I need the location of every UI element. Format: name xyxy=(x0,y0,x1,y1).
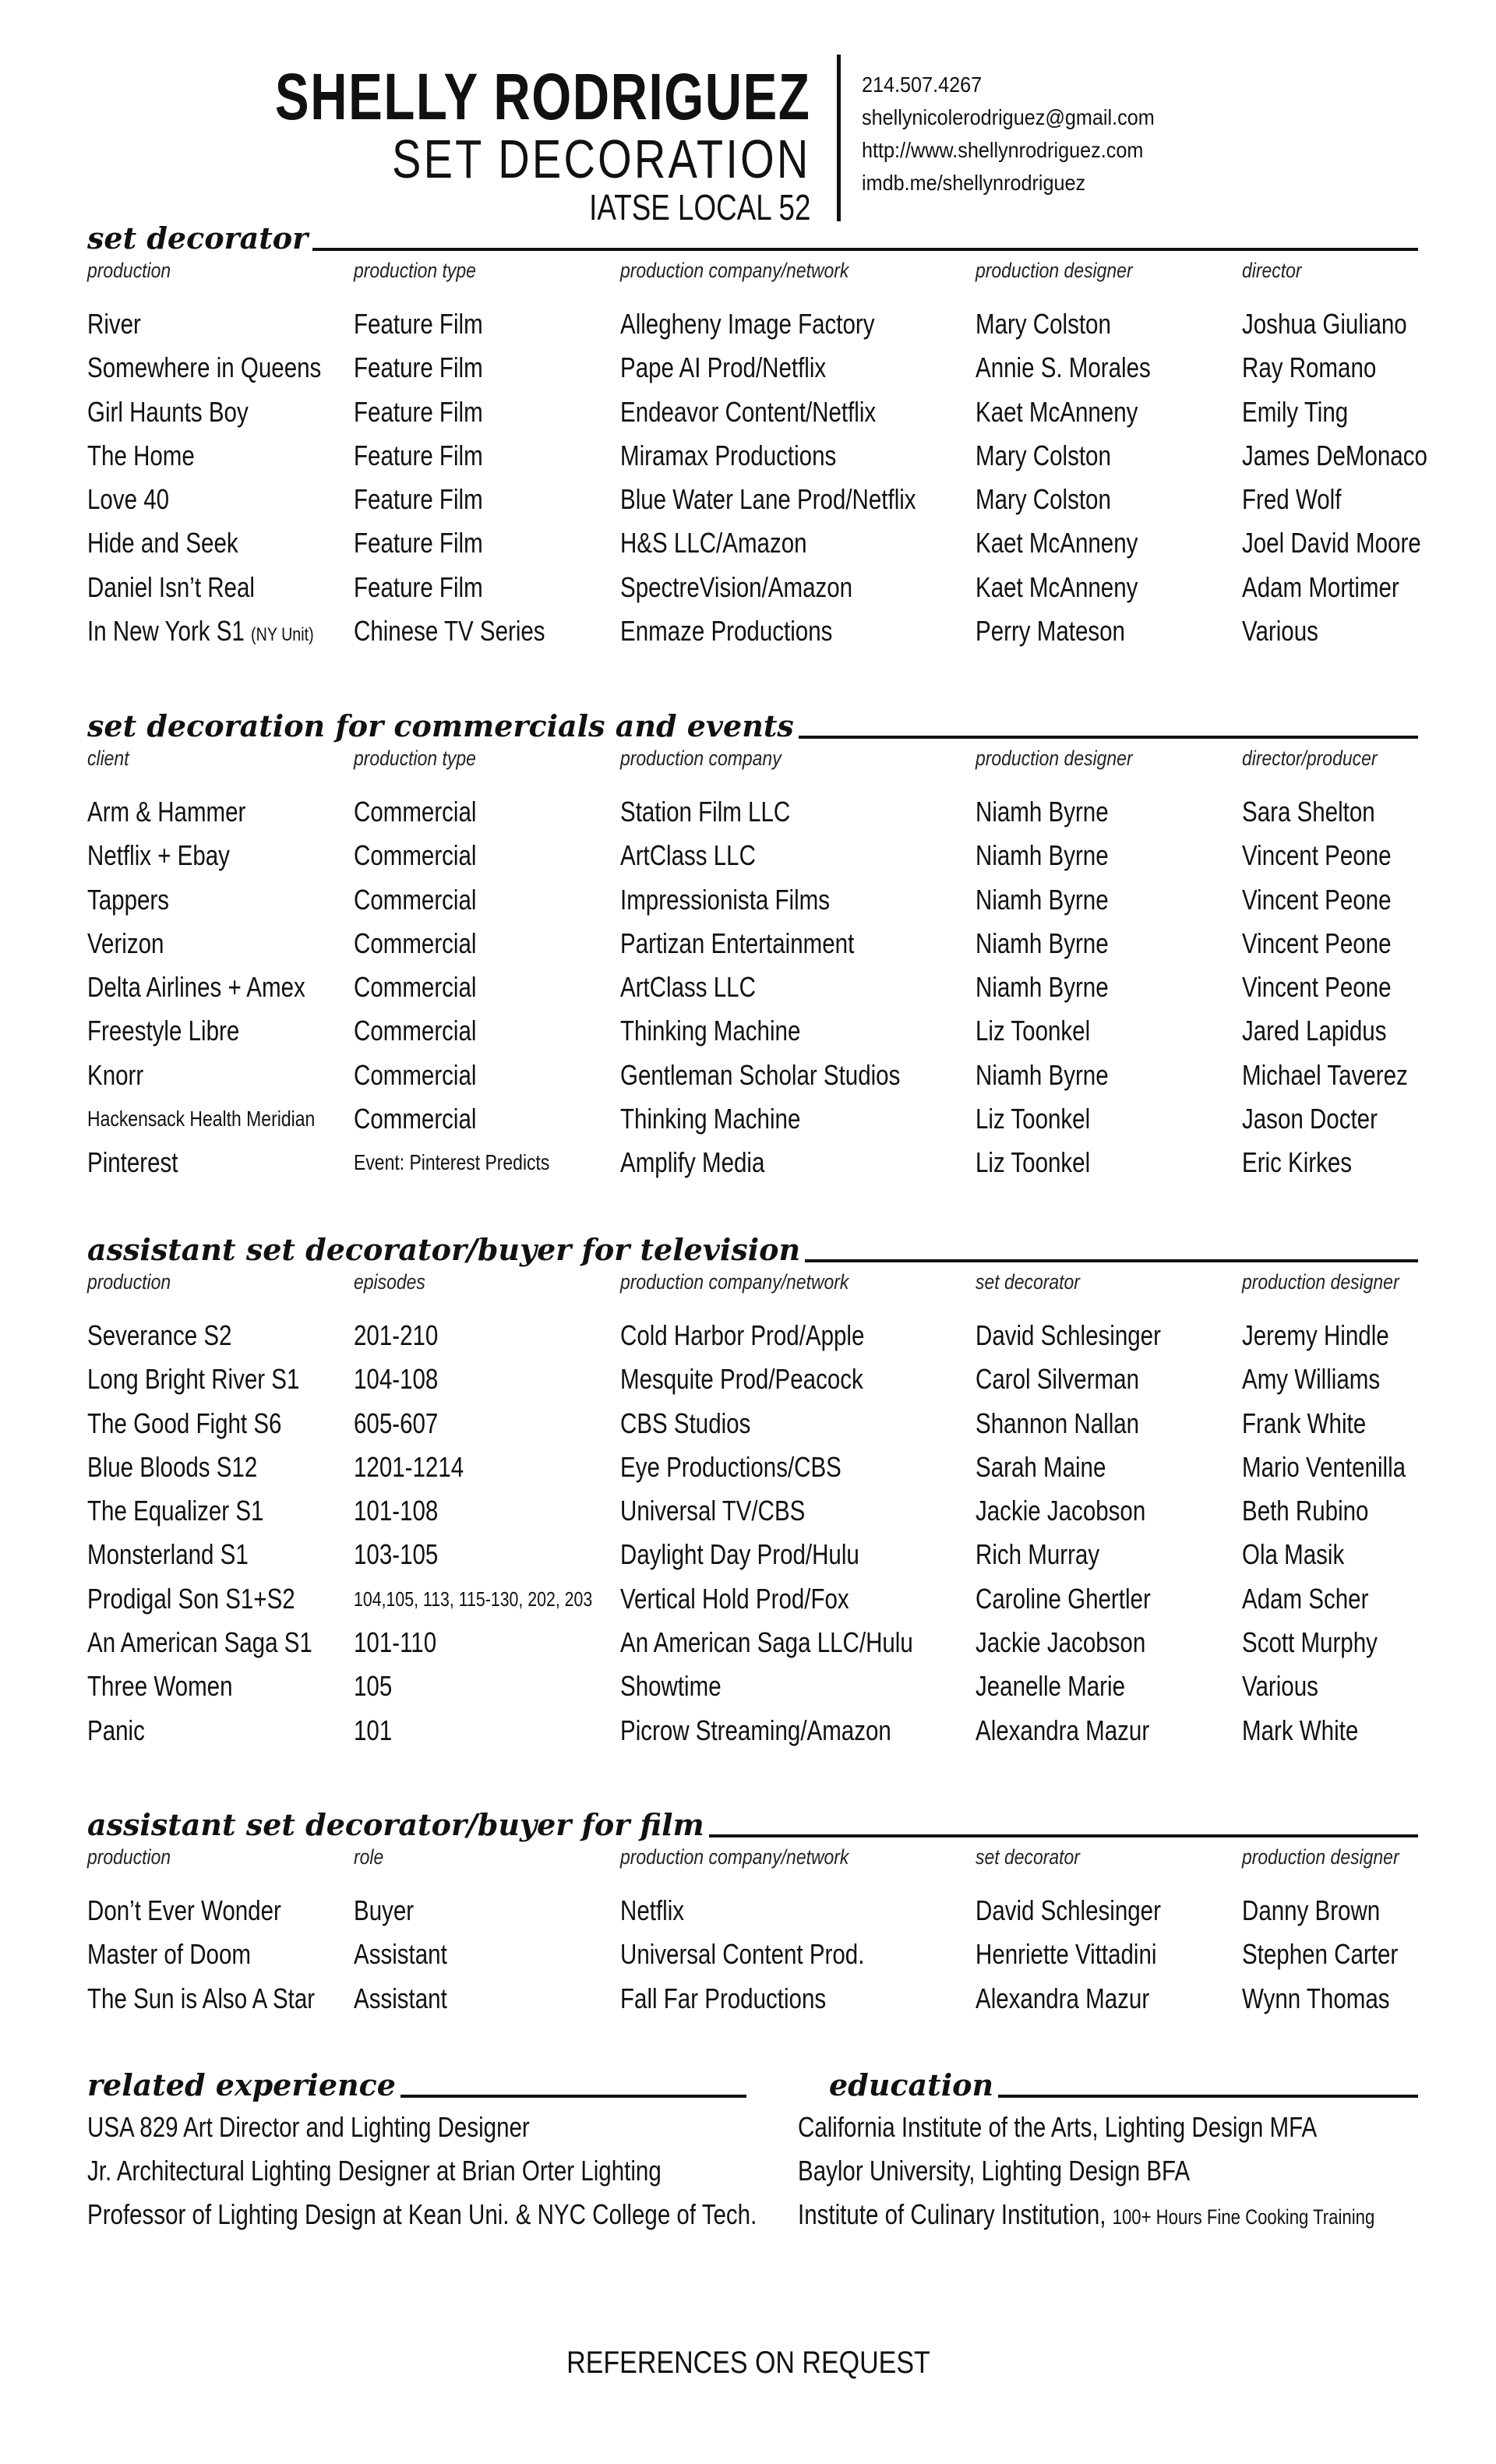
company-cell: Vertical Hold Prod/Fox xyxy=(620,1582,849,1615)
episodes-cell: 104-108 xyxy=(354,1363,439,1396)
client-cell: Netflix + Ebay xyxy=(87,839,230,872)
production-cell: The Equalizer S1 xyxy=(87,1495,264,1527)
production-cell: Monsterland S1 xyxy=(87,1538,249,1571)
decorator-cell: Carol Silverman xyxy=(976,1363,1139,1396)
company-cell: Picrow Streaming/Amazon xyxy=(620,1714,891,1746)
designer-cell: Niamh Byrne xyxy=(976,883,1109,916)
company-cell: Amplify Media xyxy=(620,1146,765,1179)
type-cell: Event: Pinterest Predicts xyxy=(354,1150,550,1175)
table-row xyxy=(87,1936,1418,1979)
company-cell: Eye Productions/CBS xyxy=(620,1450,842,1483)
designer-cell: Mary Colston xyxy=(976,439,1111,471)
production-cell: Love 40 xyxy=(87,483,170,516)
list-item xyxy=(798,2193,1375,2239)
table-row xyxy=(87,1580,1418,1624)
director-cell: Adam Mortimer xyxy=(1242,570,1399,603)
table-row xyxy=(87,1317,1418,1361)
column-headers xyxy=(87,1270,1418,1300)
table-row xyxy=(87,837,1418,881)
training-note: 100+ Hours Fine Cooking Training xyxy=(1112,2205,1375,2229)
client-cell: Arm & Hammer xyxy=(87,796,246,828)
production-cell: Master of Doom xyxy=(87,1938,251,1971)
designer-cell: Perry Mateson xyxy=(976,615,1125,648)
episodes-cell: 103-105 xyxy=(354,1538,439,1571)
client-cell: Tappers xyxy=(87,883,170,916)
company-cell: Pape AI Prod/Netflix xyxy=(620,351,827,384)
type-cell: Feature Film xyxy=(354,308,483,340)
table-row xyxy=(87,437,1427,481)
table-row xyxy=(87,1012,1418,1056)
type-cell: Commercial xyxy=(354,796,477,828)
episodes-cell: 105 xyxy=(354,1670,393,1703)
section-heading xyxy=(798,2067,1418,2106)
director-cell: Vincent Peone xyxy=(1242,839,1392,872)
director-cell: Michael Taverez xyxy=(1242,1058,1408,1091)
decorator-cell: Jackie Jacobson xyxy=(976,1495,1146,1527)
table-row xyxy=(87,1712,1418,1756)
company-cell: Cold Harbor Prod/Apple xyxy=(620,1319,865,1351)
table-row xyxy=(87,969,1418,1012)
client-cell: Knorr xyxy=(87,1058,144,1091)
director-cell: Joshua Giuliano xyxy=(1242,308,1407,340)
client-cell: Pinterest xyxy=(87,1146,178,1179)
table-row xyxy=(87,1668,1418,1711)
section-title: assistant set decorator/buyer for television xyxy=(87,1232,805,1267)
type-cell: Commercial xyxy=(354,1058,477,1091)
episodes-cell: 201-210 xyxy=(354,1319,439,1351)
episodes-cell: 104,105, 113, 115-130, 202, 203 xyxy=(354,1587,593,1611)
website-link[interactable]: http://www.shellynrodriguez.com xyxy=(862,138,1144,162)
column-header: director xyxy=(1242,259,1302,282)
section-title: set decoration for commercials and events xyxy=(87,708,799,743)
section-heading xyxy=(87,2067,746,2106)
column-header: production xyxy=(87,259,171,282)
table-row xyxy=(87,612,1418,656)
designer-cell: Jeremy Hindle xyxy=(1242,1319,1389,1351)
designer-cell: Annie S. Morales xyxy=(976,351,1151,384)
table-row xyxy=(87,394,1418,437)
section-title: set decorator xyxy=(87,221,312,256)
production-cell: Girl Haunts Boy xyxy=(87,395,249,428)
episodes-cell: 1201-1214 xyxy=(354,1450,464,1483)
production-cell: Somewhere in Queens xyxy=(87,351,322,384)
table-row xyxy=(87,1980,1418,2024)
company-cell: Impressionista Films xyxy=(620,883,831,916)
column-headers xyxy=(87,747,1418,776)
designer-cell: Adam Scher xyxy=(1242,1582,1369,1615)
designer-cell: Niamh Byrne xyxy=(976,927,1109,959)
section-set-decorator xyxy=(87,221,1427,656)
references-note xyxy=(0,2346,1496,2381)
company-cell: H&S LLC/Amazon xyxy=(620,527,807,560)
company-cell: Blue Water Lane Prod/Netflix xyxy=(620,483,916,516)
client-cell: Hackensack Health Meridian xyxy=(87,1107,316,1131)
list-item: USA 829 Art Director and Lighting Designer xyxy=(87,2111,530,2143)
decorator-cell: Jeanelle Marie xyxy=(976,1670,1125,1703)
designer-cell: Niamh Byrne xyxy=(976,839,1109,872)
column-header: role xyxy=(354,1845,384,1869)
contact-block xyxy=(862,69,1155,199)
table-row xyxy=(87,305,1418,349)
list-item: California Institute of the Arts, Lighting Design MFA xyxy=(798,2111,1318,2143)
table-row xyxy=(87,1892,1418,1936)
designer-cell: Mario Ventenilla xyxy=(1242,1450,1406,1483)
production-cell: Blue Bloods S12 xyxy=(87,1450,258,1483)
section-education xyxy=(798,2067,1418,2239)
section-heading xyxy=(87,708,1418,747)
column-header: set decorator xyxy=(976,1845,1080,1869)
column-headers xyxy=(87,1845,1418,1875)
section-assistant-film xyxy=(87,1809,1418,2024)
production-cell: Hide and Seek xyxy=(87,527,238,560)
section-title: assistant set decorator/buyer for film xyxy=(87,1807,709,1842)
column-header: director/producer xyxy=(1242,747,1378,770)
director-cell: Eric Kirkes xyxy=(1242,1146,1353,1179)
designer-cell: Frank White xyxy=(1242,1407,1367,1439)
references-text: REFERENCES ON REQUEST xyxy=(566,2346,930,2380)
production-cell: Prodigal Son S1+S2 xyxy=(87,1582,295,1615)
episodes-cell: 605-607 xyxy=(354,1407,439,1439)
table-row xyxy=(87,569,1418,612)
company-cell: Universal Content Prod. xyxy=(620,1938,865,1971)
full-name: SHELLY RODRIGUEZ xyxy=(274,60,810,133)
table-row xyxy=(87,524,1421,568)
table-row xyxy=(87,1057,1418,1100)
company-cell: Thinking Machine xyxy=(620,1015,801,1047)
column-header: production company xyxy=(620,747,782,770)
table-row xyxy=(87,1449,1418,1492)
designer-cell: Beth Rubino xyxy=(1242,1495,1369,1527)
table-row xyxy=(87,881,1418,925)
designer-cell: Scott Murphy xyxy=(1242,1626,1378,1659)
table-row xyxy=(87,1361,1418,1404)
credits-table xyxy=(87,1892,1418,2024)
type-cell: Feature Film xyxy=(354,527,483,560)
designer-cell: Mary Colston xyxy=(976,308,1111,340)
resume-header xyxy=(0,55,1496,226)
client-cell: Verizon xyxy=(87,927,164,959)
section-heading xyxy=(87,223,1418,259)
company-cell: Partizan Entertainment xyxy=(620,927,855,959)
decorator-cell: Shannon Nallan xyxy=(976,1407,1140,1439)
decorator-cell: Jackie Jacobson xyxy=(976,1626,1146,1659)
section-commercials xyxy=(87,708,1418,1188)
column-header: production xyxy=(87,1845,171,1869)
director-cell: Emily Ting xyxy=(1242,395,1349,428)
column-header: production company/network xyxy=(620,259,849,282)
production-title: In New York S1 xyxy=(87,615,245,648)
director-cell: Vincent Peone xyxy=(1242,971,1392,1004)
director-cell: Vincent Peone xyxy=(1242,883,1392,916)
phone-number: 214.507.4267 xyxy=(862,72,983,97)
imdb-link[interactable]: imdb.me/shellynrodriguez xyxy=(862,171,1086,195)
role-cell: Assistant xyxy=(354,1982,447,2014)
column-header: production type xyxy=(354,747,476,770)
designer-cell: Kaet McAnneny xyxy=(976,527,1138,560)
company-cell: Universal TV/CBS xyxy=(620,1495,806,1527)
section-heading xyxy=(87,1809,1418,1845)
company-cell: Allegheny Image Factory xyxy=(620,308,875,340)
designer-cell: Mary Colston xyxy=(976,483,1111,516)
company-cell: Netflix xyxy=(620,1894,685,1926)
company-cell: Daylight Day Prod/Hulu xyxy=(620,1538,859,1571)
company-cell: Fall Far Productions xyxy=(620,1982,827,2014)
job-title: SET DECORATION xyxy=(391,129,811,189)
designer-cell: Various xyxy=(1242,1670,1318,1703)
company-cell: Endeavor Content/Netflix xyxy=(620,395,877,428)
unit-note: (NY Unit) xyxy=(251,624,314,646)
email-link[interactable]: shellynicolerodriguez@gmail.com xyxy=(862,105,1155,129)
table-row xyxy=(87,1624,1418,1668)
production-cell: The Home xyxy=(87,439,195,471)
type-cell: Feature Film xyxy=(354,570,483,603)
type-cell: Commercial xyxy=(354,883,477,916)
designer-cell: Niamh Byrne xyxy=(976,796,1109,828)
decorator-cell: Rich Murray xyxy=(976,1538,1100,1571)
decorator-cell: Sarah Maine xyxy=(976,1450,1106,1483)
client-cell: Freestyle Libre xyxy=(87,1015,240,1047)
company-cell: Miramax Productions xyxy=(620,439,837,471)
table-row xyxy=(87,349,1418,393)
section-heading xyxy=(87,1234,1418,1270)
designer-cell: Mark White xyxy=(1242,1714,1359,1746)
company-cell: CBS Studios xyxy=(620,1407,751,1439)
role-cell: Buyer xyxy=(354,1894,415,1926)
company-cell: An American Saga LLC/Hulu xyxy=(620,1626,913,1659)
role-cell: Assistant xyxy=(354,1938,447,1971)
section-assistant-tv xyxy=(87,1234,1418,1756)
episodes-cell: 101-110 xyxy=(354,1626,437,1659)
director-cell: Jason Docter xyxy=(1242,1103,1378,1135)
production-cell: Daniel Isn’t Real xyxy=(87,570,255,603)
column-header: set decorator xyxy=(976,1270,1080,1294)
type-cell: Feature Film xyxy=(354,439,483,471)
production-cell: Severance S2 xyxy=(87,1319,232,1351)
table-row xyxy=(87,1100,1418,1144)
decorator-cell: Caroline Ghertler xyxy=(976,1582,1151,1615)
table-row xyxy=(87,1492,1418,1536)
episodes-cell: 101-108 xyxy=(354,1495,439,1527)
decorator-cell: Alexandra Mazur xyxy=(976,1714,1150,1746)
production-cell: River xyxy=(87,308,141,340)
list-item: Baylor University, Lighting Design BFA xyxy=(798,2155,1191,2187)
company-cell: Station Film LLC xyxy=(620,796,791,828)
company-cell: SpectreVision/Amazon xyxy=(620,570,853,603)
designer-cell: Danny Brown xyxy=(1242,1894,1381,1926)
type-cell: Feature Film xyxy=(354,483,483,516)
column-header: production designer xyxy=(976,259,1133,282)
section-related-experience xyxy=(87,2067,757,2236)
column-header: production company/network xyxy=(620,1270,849,1294)
type-cell: Commercial xyxy=(354,1103,477,1135)
designer-cell: Stephen Carter xyxy=(1242,1938,1399,1971)
column-header: production type xyxy=(354,259,476,282)
section-title: related experience xyxy=(87,2067,400,2102)
production-cell: The Good Fight S6 xyxy=(87,1407,282,1439)
list-item: Jr. Architectural Lighting Designer at Brian Orter Lighting xyxy=(87,2155,662,2187)
type-cell: Commercial xyxy=(354,927,477,959)
production-cell: Don’t Ever Wonder xyxy=(87,1894,281,1926)
column-header: episodes xyxy=(354,1270,425,1294)
decorator-cell: Henriette Vittadini xyxy=(976,1938,1157,1971)
column-header: production company/network xyxy=(620,1845,849,1869)
table-row xyxy=(87,481,1418,524)
credits-table xyxy=(87,305,1427,656)
director-cell: Ray Romano xyxy=(1242,351,1377,384)
director-cell: Various xyxy=(1242,615,1318,648)
header-divider xyxy=(837,55,841,221)
designer-cell: Niamh Byrne xyxy=(976,1058,1109,1091)
company-cell: Showtime xyxy=(620,1670,722,1703)
production-cell: Long Bright River S1 xyxy=(87,1363,300,1396)
production-cell xyxy=(87,612,314,654)
director-cell: Vincent Peone xyxy=(1242,927,1392,959)
union-local: IATSE LOCAL 52 xyxy=(588,187,810,228)
decorator-cell: David Schlesinger xyxy=(976,1319,1161,1351)
column-header: production designer xyxy=(1242,1845,1399,1869)
designer-cell: Ola Masik xyxy=(1242,1538,1345,1571)
production-cell: Panic xyxy=(87,1714,145,1746)
client-cell: Delta Airlines + Amex xyxy=(87,971,305,1004)
designer-cell: Niamh Byrne xyxy=(976,971,1109,1004)
table-row xyxy=(87,793,1418,837)
name-block xyxy=(124,62,810,228)
decorator-cell: David Schlesinger xyxy=(976,1894,1161,1926)
company-cell: ArtClass LLC xyxy=(620,839,756,872)
column-header: production designer xyxy=(976,747,1133,770)
column-header: production xyxy=(87,1270,171,1294)
production-cell: Three Women xyxy=(87,1670,233,1703)
type-cell: Commercial xyxy=(354,1015,477,1047)
designer-cell: Amy Williams xyxy=(1242,1363,1381,1396)
type-cell: Commercial xyxy=(354,971,477,1004)
company-cell: Mesquite Prod/Peacock xyxy=(620,1363,863,1396)
column-headers xyxy=(87,259,1418,288)
designer-cell: Liz Toonkel xyxy=(976,1146,1091,1179)
director-cell: Fred Wolf xyxy=(1242,483,1342,516)
designer-cell: Wynn Thomas xyxy=(1242,1982,1390,2014)
director-cell: Sara Shelton xyxy=(1242,796,1375,828)
table-row xyxy=(87,925,1418,969)
episodes-cell: 101 xyxy=(354,1714,393,1746)
company-cell: Enmaze Productions xyxy=(620,615,833,648)
list-item: Professor of Lighting Design at Kean Uni. & NYC College of Tech. xyxy=(87,2198,757,2230)
director-cell: James DeMonaco xyxy=(1242,439,1427,471)
designer-cell: Kaet McAnneny xyxy=(976,570,1138,603)
designer-cell: Liz Toonkel xyxy=(976,1103,1091,1135)
school-name: Institute of Culinary Institution, xyxy=(798,2198,1106,2230)
column-header: client xyxy=(87,747,129,770)
designer-cell: Liz Toonkel xyxy=(976,1015,1091,1047)
credits-table xyxy=(87,793,1418,1188)
type-cell: Feature Film xyxy=(354,351,483,384)
type-cell: Commercial xyxy=(354,839,477,872)
type-cell: Chinese TV Series xyxy=(354,615,545,648)
company-cell: Thinking Machine xyxy=(620,1103,801,1135)
director-cell: Joel David Moore xyxy=(1242,527,1421,560)
column-header: production designer xyxy=(1242,1270,1399,1294)
company-cell: Gentleman Scholar Studios xyxy=(620,1058,901,1091)
table-row xyxy=(87,1536,1418,1580)
type-cell: Feature Film xyxy=(354,395,483,428)
table-row xyxy=(87,1144,1418,1188)
company-cell: ArtClass LLC xyxy=(620,971,756,1004)
section-title: education xyxy=(829,2067,998,2102)
credits-table xyxy=(87,1317,1418,1756)
production-cell: An American Saga S1 xyxy=(87,1626,312,1659)
designer-cell: Kaet McAnneny xyxy=(976,395,1138,428)
director-cell: Jared Lapidus xyxy=(1242,1015,1387,1047)
decorator-cell: Alexandra Mazur xyxy=(976,1982,1150,2014)
production-cell: The Sun is Also A Star xyxy=(87,1982,316,2014)
table-row xyxy=(87,1405,1418,1449)
